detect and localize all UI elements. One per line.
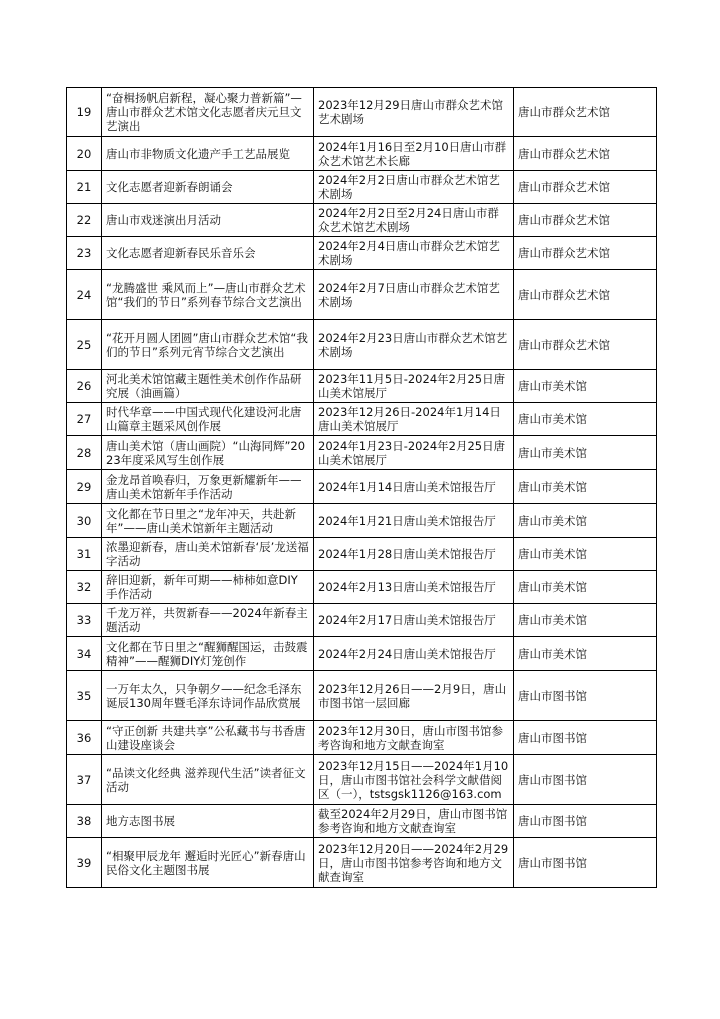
row-number: 30: [67, 504, 102, 538]
event-name-cell: 唐山市非物质文化遗产手工艺品展览: [102, 137, 314, 171]
organizer-cell: 唐山市美术馆: [514, 637, 657, 671]
row-number: 24: [67, 270, 102, 320]
table-row: [67, 436, 657, 470]
event-name-cell: 金龙昂首唤春归，万象更新耀新年——唐山美术馆新年手作活动: [102, 470, 314, 504]
organizer-cell: 唐山市美术馆: [514, 370, 657, 403]
table-row: [67, 805, 657, 838]
row-number: 39: [67, 838, 102, 888]
organizer-cell: 唐山市群众艺术馆: [514, 88, 657, 137]
event-time-location-cell: 2024年2月23日唐山市群众艺术馆艺术剧场: [314, 320, 514, 370]
table-row: [67, 320, 657, 370]
table-row: [67, 370, 657, 403]
event-name-cell: “品读文化经典 滋养现代生活”读者征文活动: [102, 755, 314, 805]
events-table-body: [67, 88, 657, 888]
row-number: 22: [67, 204, 102, 237]
event-time-location-cell: 2024年2月7日唐山市群众艺术馆艺术剧场: [314, 270, 514, 320]
row-number: 21: [67, 171, 102, 204]
table-row: [67, 604, 657, 637]
row-number: 34: [67, 637, 102, 671]
row-number: 25: [67, 320, 102, 370]
event-name-cell: 地方志图书展: [102, 805, 314, 838]
event-name-cell: 唐山市戏迷演出月活动: [102, 204, 314, 237]
event-time-location-cell: 截至2024年2月29日，唐山市图书馆参考咨询和地方文献查询室: [314, 805, 514, 838]
table-row: [67, 88, 657, 137]
event-name-cell: 河北美术馆馆藏主题性美术创作作品研究展（油画篇）: [102, 370, 314, 403]
table-row: [67, 755, 657, 805]
organizer-cell: 唐山市群众艺术馆: [514, 237, 657, 270]
table-row: [67, 504, 657, 538]
row-number: 20: [67, 137, 102, 171]
event-name-cell: 一万年太久，只争朝夕——纪念毛泽东诞辰130周年暨毛泽东诗词作品欣赏展: [102, 671, 314, 721]
event-name-cell: 辞旧迎新，新年可期——柿柿如意DIY手作活动: [102, 571, 314, 604]
event-name-cell: “花开月圆人团圆”唐山市群众艺术馆“我们的节日”系列元宵节综合文艺演出: [102, 320, 314, 370]
organizer-cell: 唐山市美术馆: [514, 470, 657, 504]
event-time-location-cell: 2024年2月13日唐山美术馆报告厅: [314, 571, 514, 604]
event-name-cell: 文化志愿者迎新春朗诵会: [102, 171, 314, 204]
event-name-cell: 千龙万祥，共贺新春——2024年新春主题活动: [102, 604, 314, 637]
organizer-cell: 唐山市图书馆: [514, 671, 657, 721]
event-time-location-cell: 2023年11月5日-2024年2月25日唐山美术馆展厅: [314, 370, 514, 403]
table-row: [67, 403, 657, 436]
table-row: [67, 470, 657, 504]
row-number: 27: [67, 403, 102, 436]
organizer-cell: 唐山市图书馆: [514, 721, 657, 755]
organizer-cell: 唐山市美术馆: [514, 571, 657, 604]
table-row: [67, 838, 657, 888]
event-time-location-cell: 2023年12月15日——2024年1月10日，唐山市图书馆社会科学文献借阅区（一），tstsgsk1126@163.com: [314, 755, 514, 805]
event-time-location-cell: 2024年1月21日唐山美术馆报告厅: [314, 504, 514, 538]
organizer-cell: 唐山市美术馆: [514, 604, 657, 637]
row-number: 35: [67, 671, 102, 721]
organizer-cell: 唐山市群众艺术馆: [514, 270, 657, 320]
event-name-cell: “相聚甲辰龙年 邂逅时光匠心”新春唐山民俗文化主题图书展: [102, 838, 314, 888]
organizer-cell: 唐山市图书馆: [514, 805, 657, 838]
event-time-location-cell: 2024年1月14日唐山美术馆报告厅: [314, 470, 514, 504]
organizer-cell: 唐山市群众艺术馆: [514, 171, 657, 204]
organizer-cell: 唐山市群众艺术馆: [514, 137, 657, 171]
row-number: 28: [67, 436, 102, 470]
row-number: 31: [67, 538, 102, 571]
table-row: [67, 671, 657, 721]
organizer-cell: 唐山市美术馆: [514, 538, 657, 571]
table-row: [67, 137, 657, 171]
organizer-cell: 唐山市群众艺术馆: [514, 320, 657, 370]
event-name-cell: 时代华章——中国式现代化建设河北唐山篇章主题采风创作展: [102, 403, 314, 436]
event-time-location-cell: 2024年2月17日唐山美术馆报告厅: [314, 604, 514, 637]
organizer-cell: 唐山市图书馆: [514, 838, 657, 888]
row-number: 29: [67, 470, 102, 504]
organizer-cell: 唐山市图书馆: [514, 755, 657, 805]
row-number: 19: [67, 88, 102, 137]
row-number: 33: [67, 604, 102, 637]
row-number: 37: [67, 755, 102, 805]
table-row: [67, 637, 657, 671]
event-time-location-cell: 2024年1月16日至2月10日唐山市群众艺术馆艺术长廊: [314, 137, 514, 171]
organizer-cell: 唐山市美术馆: [514, 504, 657, 538]
event-name-cell: 浓墨迎新春，唐山美术馆新春‘辰’龙送福字活动: [102, 538, 314, 571]
organizer-cell: 唐山市群众艺术馆: [514, 204, 657, 237]
events-table: [66, 87, 657, 888]
table-row: [67, 721, 657, 755]
event-name-cell: 文化都在节日里之“醒狮醒国运，击鼓震精神”——醒狮DIY灯笼创作: [102, 637, 314, 671]
event-time-location-cell: 2024年2月4日唐山市群众艺术馆艺术剧场: [314, 237, 514, 270]
table-row: [67, 538, 657, 571]
table-row: [67, 571, 657, 604]
event-name-cell: 唐山美术馆（唐山画院）“山海同辉”2023年度采风写生创作展: [102, 436, 314, 470]
organizer-cell: 唐山市美术馆: [514, 403, 657, 436]
event-time-location-cell: 2024年2月24日唐山美术馆报告厅: [314, 637, 514, 671]
organizer-cell: 唐山市美术馆: [514, 436, 657, 470]
table-row: [67, 171, 657, 204]
row-number: 32: [67, 571, 102, 604]
event-time-location-cell: 2023年12月20日——2024年2月29日，唐山市图书馆参考咨询和地方文献查询室: [314, 838, 514, 888]
event-name-cell: “奋楫扬帆启新程，凝心聚力普新篇”—唐山市群众艺术馆文化志愿者庆元旦文艺演出: [102, 88, 314, 137]
row-number: 26: [67, 370, 102, 403]
event-time-location-cell: 2024年2月2日至2月24日唐山市群众艺术馆艺术剧场: [314, 204, 514, 237]
row-number: 23: [67, 237, 102, 270]
event-name-cell: 文化都在节日里之“龙年冲天，共赴新年”——唐山美术馆新年主题活动: [102, 504, 314, 538]
event-time-location-cell: 2024年1月28日唐山美术馆报告厅: [314, 538, 514, 571]
row-number: 36: [67, 721, 102, 755]
event-name-cell: “守正创新 共建共享”公私藏书与书香唐山建设座谈会: [102, 721, 314, 755]
table-row: [67, 204, 657, 237]
event-time-location-cell: 2024年2月2日唐山市群众艺术馆艺术剧场: [314, 171, 514, 204]
event-time-location-cell: 2023年12月30日，唐山市图书馆参考咨询和地方文献查询室: [314, 721, 514, 755]
table-row: [67, 237, 657, 270]
event-name-cell: 文化志愿者迎新春民乐音乐会: [102, 237, 314, 270]
row-number: 38: [67, 805, 102, 838]
event-time-location-cell: 2024年1月23日-2024年2月25日唐山美术馆展厅: [314, 436, 514, 470]
event-name-cell: “龙腾盛世 乘风而上”—唐山市群众艺术馆“我们的节日”系列春节综合文艺演出: [102, 270, 314, 320]
event-time-location-cell: 2023年12月26日——2月9日，唐山市图书馆一层回廊: [314, 671, 514, 721]
event-time-location-cell: 2023年12月26日-2024年1月14日唐山美术馆展厅: [314, 403, 514, 436]
event-time-location-cell: 2023年12月29日唐山市群众艺术馆艺术剧场: [314, 88, 514, 137]
table-row: [67, 270, 657, 320]
